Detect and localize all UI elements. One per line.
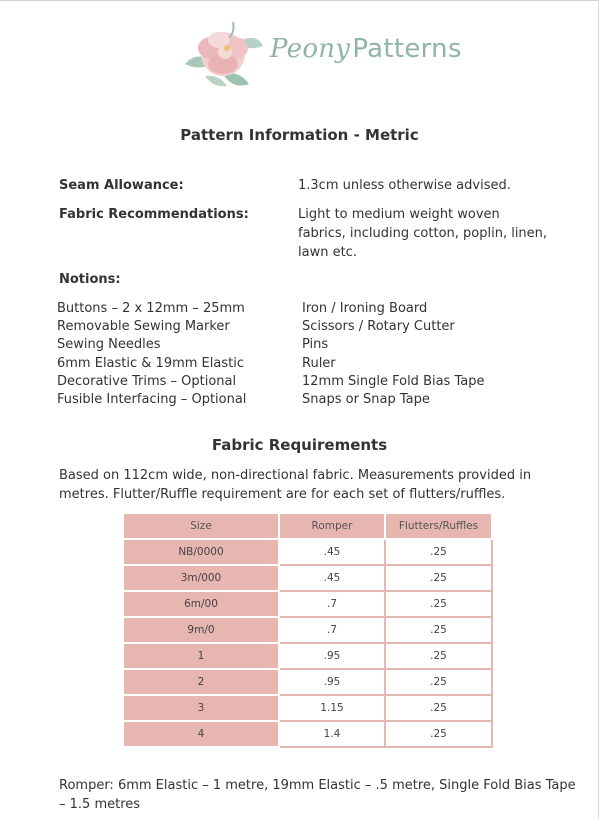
size-cell: 6m/00 [124, 592, 280, 618]
notions-left-column [57, 300, 246, 409]
seam-allowance-label: Seam Allowance: [59, 178, 184, 193]
table-row [124, 540, 493, 566]
table-row [124, 696, 493, 722]
flutters-cell: .25 [386, 670, 493, 696]
seam-allowance-value: 1.3cm unless otherwise advised. [298, 178, 511, 193]
romper-cell: .95 [280, 644, 386, 670]
romper-cell: .95 [280, 670, 386, 696]
romper-cell: 1.15 [280, 696, 386, 722]
fabric-requirements-table [124, 514, 493, 748]
fabric-requirements-title: Fabric Requirements [211, 436, 388, 454]
peony-patterns-logo [175, 12, 465, 92]
flutters-cell: .25 [386, 618, 493, 644]
romper-notions-footnote: Romper: 6mm Elastic – 1 metre, 19mm Elastic – .5 metre, Single Fold Bias Tape – 1.5 metres [59, 778, 576, 812]
list-item: Ruler [302, 355, 336, 371]
list-item: Snaps or Snap Tape [302, 392, 430, 408]
fabric-recommendations-label: Fabric Recommendations: [59, 207, 249, 222]
top-border [0, 0, 599, 1]
flutters-cell: .25 [386, 696, 493, 722]
table-row [124, 722, 493, 748]
header-size: Size [124, 514, 280, 540]
romper-cell: .7 [280, 618, 386, 644]
peony-flower-icon [175, 12, 270, 92]
flutters-cell: .25 [386, 722, 493, 748]
romper-cell: .45 [280, 540, 386, 566]
list-item: Decorative Trims – Optional [57, 373, 237, 389]
brand-name-peony: Peony [270, 34, 351, 64]
list-item: Buttons – 2 x 12mm – 25mm [57, 301, 245, 316]
notions-label: Notions: [59, 272, 121, 287]
brand-name [270, 34, 462, 64]
list-item: Removable Sewing Marker [57, 319, 230, 335]
romper-cell: .45 [280, 566, 386, 592]
table-header-row [124, 514, 493, 540]
table-row [124, 644, 493, 670]
flutters-cell: .25 [386, 566, 493, 592]
size-cell: 3 [124, 696, 280, 722]
table-row [124, 618, 493, 644]
list-item: 6mm Elastic & 19mm Elastic [57, 355, 244, 371]
list-item: 12mm Single Fold Bias Tape [302, 373, 485, 389]
header-flutters-ruffles: Flutters/Ruffles [386, 514, 493, 540]
size-cell: 2 [124, 670, 280, 696]
list-item: Pins [302, 337, 329, 353]
fabric-recommendations-value: Light to medium weight woven fabrics, including cotton, poplin, linen, lawn etc. [298, 207, 548, 260]
list-item: Sewing Needles [57, 337, 161, 353]
flutters-cell: .25 [386, 644, 493, 670]
pattern-info-title: Pattern Information - Metric [180, 126, 419, 144]
size-cell: NB/0000 [124, 540, 280, 566]
flutters-cell: .25 [386, 540, 493, 566]
brand-name-patterns: Patterns [352, 34, 462, 64]
table-row [124, 566, 493, 592]
flutters-cell: .25 [386, 592, 493, 618]
size-cell: 1 [124, 644, 280, 670]
table-row [124, 670, 493, 696]
fabric-requirements-intro: Based on 112cm wide, non-directional fabric. Measurements provided in metres. Flutter/Ruffle requirement are for each set of flutters/ruffles. [59, 468, 532, 502]
notions-right-column [302, 300, 484, 409]
list-item: Iron / Ironing Board [302, 301, 428, 316]
romper-cell: 1.4 [280, 722, 386, 748]
list-item: Fusible Interfacing – Optional [57, 392, 247, 408]
header-romper: Romper [280, 514, 386, 540]
size-cell: 9m/0 [124, 618, 280, 644]
size-cell: 4 [124, 722, 280, 748]
romper-cell: .7 [280, 592, 386, 618]
table-row [124, 592, 493, 618]
list-item: Scissors / Rotary Cutter [302, 319, 455, 335]
size-cell: 3m/000 [124, 566, 280, 592]
